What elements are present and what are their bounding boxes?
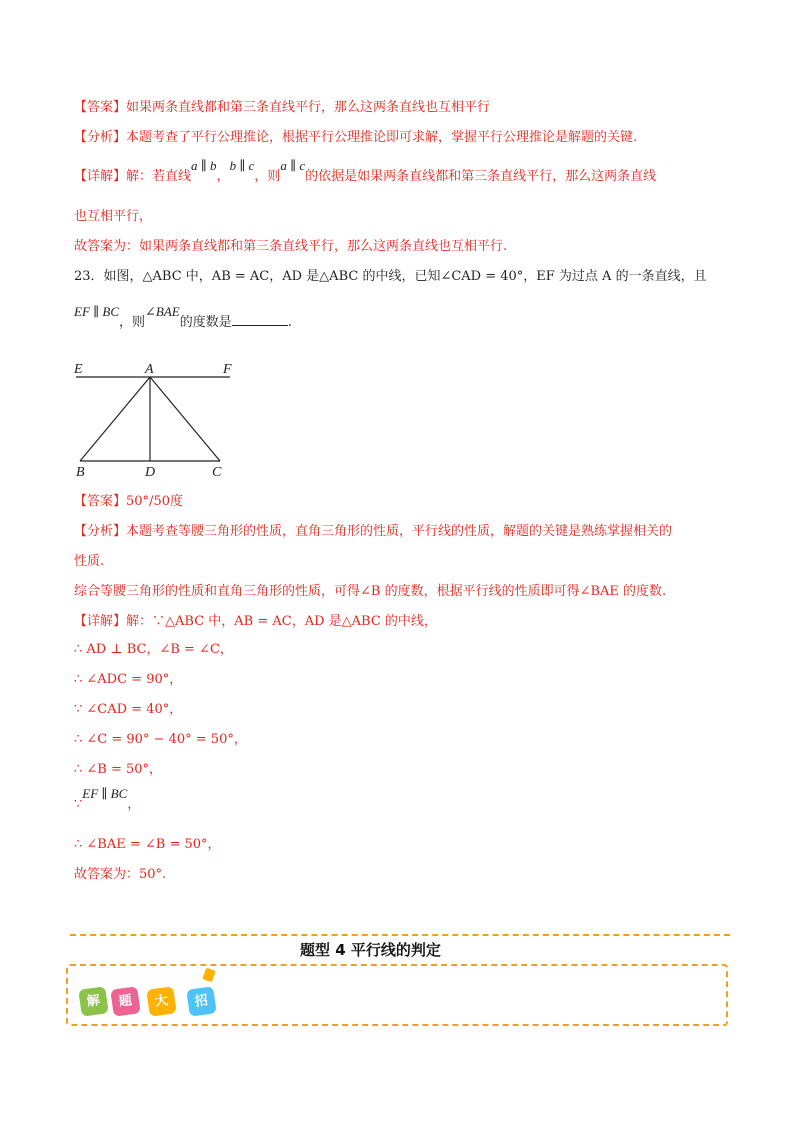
math-expr: EF ∥ BC bbox=[82, 786, 128, 801]
q23-stem: 23．如图，△ABC 中，AB = AC，AD 是△ABC 的中线，已知∠CAD = 40°，EF 为过点 A 的一条直线，且 bbox=[74, 269, 707, 284]
label-f: F bbox=[223, 362, 232, 377]
answer-label: 【答案】 bbox=[74, 494, 127, 509]
step bbox=[74, 786, 141, 814]
detail-prefix: 解：若直线 bbox=[126, 169, 192, 184]
text: 的度数是 bbox=[179, 315, 232, 330]
q23-answer bbox=[74, 493, 183, 511]
q23-analysis-3: 综合等腰三角形的性质和直角三角形的性质，可得∠B 的度数，根据平行线的性质即可得∠BAE 的度数. bbox=[74, 584, 667, 599]
prev-final: 故答案为：如果两条直线都和第三条直线平行，那么这两条直线也互相平行. bbox=[74, 239, 508, 254]
detail-label: 【详解】 bbox=[74, 614, 127, 629]
math-expr: a ∥ b bbox=[191, 158, 217, 173]
badge-ti: 题 bbox=[110, 986, 140, 1016]
detail-label: 【详解】 bbox=[74, 169, 127, 184]
q23-stem-2 bbox=[74, 304, 292, 332]
text: ，则 bbox=[119, 315, 146, 330]
math-expr: EF ∥ BC bbox=[74, 304, 119, 319]
answer-label: 【答案】 bbox=[74, 100, 127, 115]
step: ∴ ∠BAE = ∠B = 50°， bbox=[74, 837, 221, 852]
because-symbol: ∵ bbox=[74, 797, 83, 812]
side-ab bbox=[80, 377, 150, 461]
detail-text: 解：∵△ABC 中，AB = AC，AD 是△ABC 的中线， bbox=[126, 614, 437, 629]
badge-da: 大 bbox=[146, 986, 176, 1016]
text: . bbox=[287, 315, 292, 330]
answer-blank bbox=[232, 313, 288, 326]
q23-detail bbox=[74, 613, 437, 631]
q23-analysis-2: 性质. bbox=[74, 554, 105, 569]
step: ∴ AD ⊥ BC，∠B = ∠C， bbox=[74, 642, 233, 657]
math-expr: ∠BAE bbox=[145, 304, 180, 319]
section-title: 题型 4 平行线的判定 bbox=[300, 941, 441, 959]
analysis-label: 【分析】 bbox=[74, 130, 127, 145]
prev-answer bbox=[74, 99, 490, 117]
prev-detail bbox=[74, 158, 657, 186]
analysis-label: 【分析】 bbox=[74, 524, 127, 539]
analysis-text: 本题考查等腰三角形的性质，直角三角形的性质，平行线的性质，解题的关键是熟练掌握相关的 bbox=[126, 524, 673, 539]
side-ac bbox=[150, 377, 220, 461]
math-expr: b ∥ c bbox=[229, 158, 255, 173]
section-divider bbox=[70, 934, 730, 936]
detail-suffix: 的依据是如果两条直线都和第三条直线平行，那么这两条直线 bbox=[305, 169, 657, 184]
label-b: B bbox=[76, 465, 85, 480]
step: ∵ ∠CAD = 40°， bbox=[74, 702, 183, 717]
separator: ， bbox=[216, 169, 230, 184]
answer-text: 50°/50度 bbox=[126, 494, 183, 509]
separator: ，则 bbox=[254, 169, 281, 184]
analysis-text: 本题考查了平行公理推论，根据平行公理推论即可求解，掌握平行公理推论是解题的关键. bbox=[126, 130, 638, 145]
label-a: A bbox=[145, 362, 154, 377]
step: ∴ ∠ADC = 90°， bbox=[74, 672, 183, 687]
answer-text: 如果两条直线都和第三条直线平行，那么这两条直线也互相平行 bbox=[126, 100, 491, 115]
q23-analysis bbox=[74, 523, 672, 541]
badge-zhao: 招 bbox=[186, 986, 216, 1016]
badge-jie: 解 bbox=[78, 986, 108, 1016]
step: ∴ ∠B = 50°， bbox=[74, 762, 163, 777]
step: ∴ ∠C = 90° − 40° = 50°， bbox=[74, 732, 247, 747]
triangle-figure bbox=[70, 360, 240, 482]
text: ， bbox=[127, 797, 141, 812]
prev-detail-cont: 也互相平行， bbox=[74, 209, 153, 224]
q23-final: 故答案为：50°. bbox=[74, 867, 167, 882]
prev-analysis bbox=[74, 129, 637, 147]
math-expr: a ∥ c bbox=[280, 158, 306, 173]
label-d: D bbox=[145, 465, 156, 480]
label-c: C bbox=[212, 465, 222, 480]
label-e: E bbox=[74, 362, 83, 377]
